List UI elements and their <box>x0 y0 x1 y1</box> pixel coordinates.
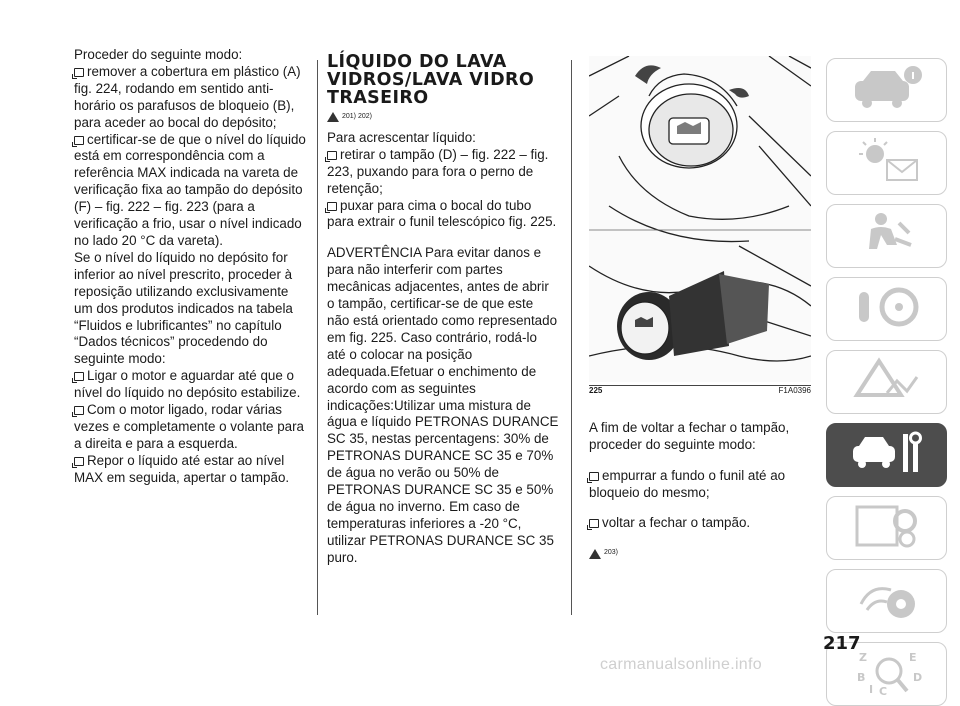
figure-225-illustration <box>589 56 811 382</box>
paragraph-text: ADVERTÊNCIA Para evitar danos e para não interferir com partes mecânicas adjacentes, antes de abrir o tampão, certificar-se de que este não está orientado como representado em fig. 225. Caso contrário, rodá-lo até o colocar na posição adequada.Efetuar o enchimento de acordo com as seguintes indicações:Utilizar uma mistura de água e líquido PETRONAS DURANCE SC 35, nestas percentagens: 30% de PETRONAS DURANCE SC 35 e 70% de água no verão ou 50% de PETRONAS DURANCE SC 35 e 50% de água no inverno. Em caso de temperaturas inferiores a -20 °C, utilizar PETRONAS DURANCE SC 35 puro. <box>327 245 559 565</box>
bullet-icon <box>589 472 599 481</box>
paragraph-text: A fim de voltar a fechar o tampão, proceder do seguinte modo: <box>589 420 790 453</box>
paragraph-text: Ligar o motor e aguardar até que o nível do líquido no depósito estabilize. <box>74 368 301 401</box>
bullet-icon <box>74 136 84 145</box>
bullet-icon <box>74 68 84 77</box>
figure-number: 225 <box>589 386 603 395</box>
chapter-tab[interactable] <box>826 423 947 487</box>
chapter-tab[interactable] <box>826 204 947 268</box>
paragraph-text: empurrar a fundo o funil até ao bloqueio do mesmo; <box>589 467 786 500</box>
bullet-icon <box>327 202 337 211</box>
bullet-icon <box>74 457 84 466</box>
paragraph-gap <box>327 231 559 245</box>
warning-triangle-icon <box>589 549 601 559</box>
svg-text:E: E <box>908 650 917 664</box>
paragraph-text: Proceder do seguinte modo: <box>74 47 243 62</box>
chapter-tab[interactable] <box>826 496 947 560</box>
bullet-icon <box>327 151 337 160</box>
svg-text:B: B <box>856 670 865 684</box>
paragraph-text: Repor o líquido até estar ao nível MAX em seguida, apertar o tampão. <box>74 452 290 485</box>
warning-reference <box>589 545 811 562</box>
warning-references <box>327 109 559 126</box>
bullet-item <box>74 64 306 132</box>
column-divider <box>571 60 572 615</box>
section-heading: LÍQUIDO DO LAVA VIDROS/LAVA VIDRO TRASEIRO <box>327 52 535 108</box>
paragraph-text: Com o motor ligado, rodar várias vezes e completamente o volante para a direita e para a esquerda. <box>74 402 305 451</box>
technical-data-icon <box>847 501 927 556</box>
washer-reservoir-drawing <box>589 56 811 382</box>
chapter-tab[interactable] <box>826 131 947 195</box>
warning-refs-text: 201) 202) <box>342 113 372 120</box>
watermark: carmanualsonline.info <box>600 656 762 673</box>
page-number: 217 <box>823 633 861 654</box>
index-icon <box>847 647 927 702</box>
paragraph-text: voltar a fechar o tampão. <box>602 514 751 530</box>
warning-triangle-icon <box>327 112 339 122</box>
bullet-item <box>74 132 306 250</box>
bullet-item <box>327 198 559 232</box>
right-text-column <box>589 407 811 566</box>
column-divider <box>317 60 318 615</box>
bullet-icon <box>74 372 84 381</box>
paragraph-text: puxar para cima o bocal do tubo para extrair o funil telescópico fig. 225. <box>327 197 557 230</box>
paragraph-text: certificar-se de que o nível do líquido está em correspondência com a referência MAX indicada na vareta de verificação fixa ao tampão do depósito (F) – fig. 222 – fig. 223 (para a verificação a frio, usar o nível indicado no lado 20 °C da vareta). <box>74 131 306 248</box>
middle-text-column <box>327 53 559 567</box>
chapter-tab[interactable] <box>826 277 947 341</box>
emergency-icon <box>847 355 927 410</box>
left-text-column <box>74 47 306 487</box>
airbag-safety-icon <box>847 209 927 264</box>
paragraph <box>589 420 811 454</box>
paragraph <box>74 250 306 368</box>
bullet-icon <box>74 406 84 415</box>
bullet-item <box>74 402 306 453</box>
bullet-item <box>589 515 811 532</box>
multimedia-icon <box>847 574 927 629</box>
svg-text:D: D <box>912 670 922 684</box>
warning-ref-text: 203) <box>604 549 619 557</box>
chapter-tab[interactable] <box>826 58 947 122</box>
svg-text:C: C <box>878 684 887 697</box>
figure-caption <box>589 386 811 395</box>
paragraph-text: retirar o tampão (D) – fig. 222 – fig. 223, puxando para fora o perno de retenção; <box>327 146 549 196</box>
maintenance-icon <box>847 428 927 483</box>
svg-text:I: I <box>868 682 873 696</box>
warning-lights-icon <box>847 136 927 191</box>
chapter-tab[interactable] <box>826 350 947 414</box>
paragraph-text: remover a cobertura em plástico (A) fig. 224, rodando em sentido anti-horário os parafusos de bloqueio (B), para aceder ao bocal do depósito; <box>74 63 301 130</box>
svg-text:Z: Z <box>858 650 867 664</box>
bullet-icon <box>589 519 599 528</box>
starting-driving-icon <box>847 282 927 337</box>
right-text-body <box>589 420 811 531</box>
paragraph <box>327 130 559 147</box>
paragraph-text: Para acrescentar líquido: <box>327 129 476 145</box>
section-body <box>327 130 559 567</box>
paragraph-text: Se o nível do líquido no depósito for inferior ao nível prescrito, proceder à reposição utilizando exclusivamente um dos produtos indicados na tabela “Fluidos e lubrificantes” no capítulo “Dados técnicos” procedendo do seguinte modo: <box>74 249 293 367</box>
car-info-icon <box>847 65 927 116</box>
chapter-tab[interactable] <box>826 569 947 633</box>
paragraph <box>327 245 559 566</box>
bullet-item <box>327 147 559 198</box>
bullet-item <box>74 368 306 402</box>
figure-code: F1A0396 <box>778 386 811 395</box>
bullet-item <box>74 453 306 487</box>
paragraph <box>74 47 306 64</box>
bullet-item <box>589 468 811 502</box>
